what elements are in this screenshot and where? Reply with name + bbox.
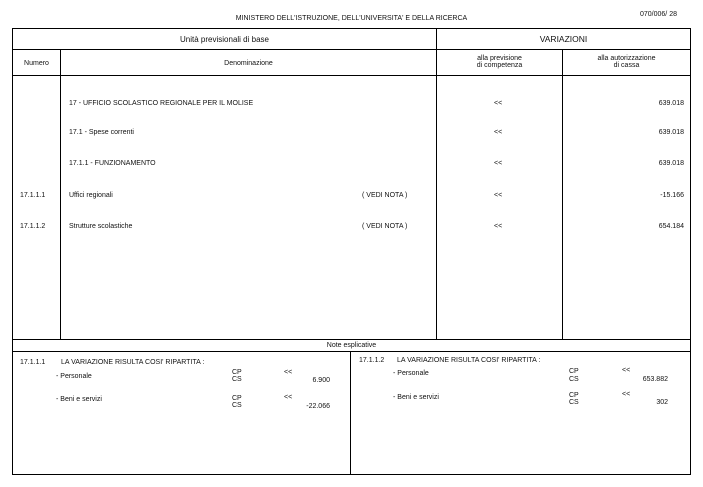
note-cp-value: << bbox=[284, 369, 293, 376]
row-competenza: << bbox=[494, 100, 503, 107]
note-numero: 17.1.1.2 bbox=[359, 357, 385, 364]
note-heading: LA VARIAZIONE RISULTA COSI' RIPARTITA : bbox=[61, 359, 205, 366]
row-competenza: << bbox=[494, 223, 503, 230]
row-denominazione: Strutture scolastiche bbox=[69, 223, 133, 230]
col-header-cassa-line1: alla autorizzazione bbox=[597, 55, 656, 62]
page-reference: 070/006/ 28 bbox=[640, 11, 677, 18]
note-cs-value: 302 bbox=[656, 399, 668, 406]
col-header-numero: Numero bbox=[24, 60, 49, 67]
header-unita-previsionali: Unità previsionali di base bbox=[180, 35, 269, 44]
row-numero: 17.1.1.1 bbox=[20, 192, 46, 199]
col-header-cassa-line2: di cassa bbox=[613, 62, 640, 69]
header-variazioni: VARIAZIONI bbox=[539, 34, 588, 44]
row-denominazione: 17 - UFFICIO SCOLASTICO REGIONALE PER IL MOLISE bbox=[69, 100, 254, 107]
note-cp-label: CP bbox=[232, 369, 242, 376]
note-cs-value: 6.900 bbox=[312, 377, 330, 384]
note-item-label: - Personale bbox=[56, 373, 92, 380]
row-cassa: 639.018 bbox=[658, 129, 684, 136]
row-numero: 17.1.1.2 bbox=[20, 223, 46, 230]
note-item-label: - Beni e servizi bbox=[393, 394, 439, 401]
col-header-denominazione: Denominazione bbox=[224, 60, 273, 67]
row-cassa: 654.184 bbox=[658, 223, 684, 230]
row-denominazione: 17.1 - Spese correnti bbox=[69, 129, 134, 136]
row-cassa: 639.018 bbox=[658, 100, 684, 107]
note-cp-label: CP bbox=[569, 392, 579, 399]
note-cs-value: 653.882 bbox=[642, 376, 668, 383]
row-denominazione: Uffici regionali bbox=[69, 192, 113, 199]
note-heading: LA VARIAZIONE RISULTA COSI' RIPARTITA : bbox=[397, 357, 541, 364]
note-item-label: - Personale bbox=[393, 370, 429, 377]
row-cassa: 639.018 bbox=[658, 160, 684, 167]
row-competenza: << bbox=[494, 160, 503, 167]
note-item-label: - Beni e servizi bbox=[56, 396, 102, 403]
note-cs-label: CS bbox=[232, 376, 242, 383]
note-cs-label: CS bbox=[569, 376, 579, 383]
notes-title: Note esplicative bbox=[326, 342, 377, 349]
note-cs-label: CS bbox=[232, 402, 242, 409]
note-numero: 17.1.1.1 bbox=[20, 359, 46, 366]
row-nota: ( VEDI NOTA ) bbox=[362, 192, 408, 199]
row-cassa: -15.166 bbox=[660, 192, 684, 199]
note-cp-value: << bbox=[622, 367, 631, 374]
row-denominazione: 17.1.1 - FUNZIONAMENTO bbox=[69, 160, 156, 167]
note-cs-label: CS bbox=[569, 399, 579, 406]
note-cp-label: CP bbox=[569, 368, 579, 375]
note-cp-value: << bbox=[622, 391, 631, 398]
col-header-competenza-line2: di competenza bbox=[476, 62, 523, 69]
row-competenza: << bbox=[494, 192, 503, 199]
note-cs-value: -22.066 bbox=[306, 403, 330, 410]
note-cp-label: CP bbox=[232, 395, 242, 402]
col-header-competenza-line1: alla previsione bbox=[477, 55, 522, 62]
row-nota: ( VEDI NOTA ) bbox=[362, 223, 408, 230]
row-competenza: << bbox=[494, 129, 503, 136]
note-cp-value: << bbox=[284, 394, 293, 401]
ministry-header: MINISTERO DELL'ISTRUZIONE, DELL'UNIVERSITA' E DELLA RICERCA bbox=[235, 15, 468, 22]
